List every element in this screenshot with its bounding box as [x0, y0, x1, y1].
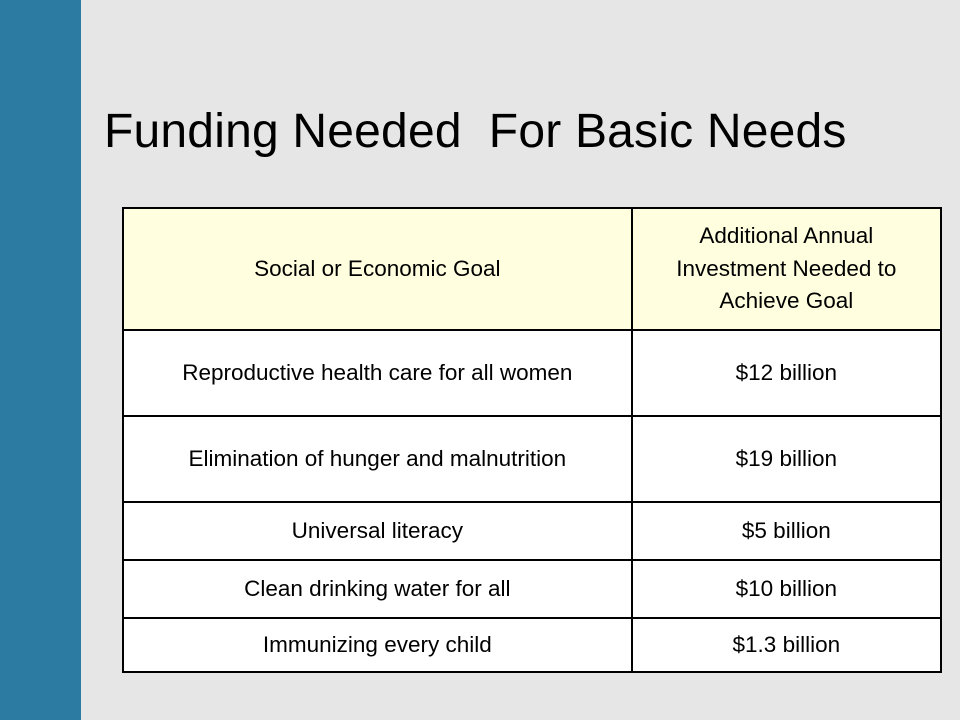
goal-cell: Universal literacy: [123, 502, 632, 560]
goal-cell: Elimination of hunger and malnutrition: [123, 416, 632, 502]
table-row: [123, 560, 941, 618]
table-row: [123, 618, 941, 672]
header-investment: Additional Annual Investment Needed to Achieve Goal: [632, 208, 941, 330]
table-row: [123, 416, 941, 502]
table-row: [123, 502, 941, 560]
table-row: [123, 330, 941, 416]
investment-cell: $10 billion: [632, 560, 941, 618]
investment-cell: $5 billion: [632, 502, 941, 560]
goal-cell: Immunizing every child: [123, 618, 632, 672]
goal-cell: Reproductive health care for all women: [123, 330, 632, 416]
investment-cell: $12 billion: [632, 330, 941, 416]
header-goal: Social or Economic Goal: [123, 208, 632, 330]
goal-cell: Clean drinking water for all: [123, 560, 632, 618]
investment-cell: $1.3 billion: [632, 618, 941, 672]
table-header-row: [123, 208, 941, 330]
funding-table: [122, 207, 942, 673]
slide-title: Funding Needed For Basic Needs: [104, 105, 847, 158]
left-accent-bar: [0, 0, 81, 720]
investment-cell: $19 billion: [632, 416, 941, 502]
